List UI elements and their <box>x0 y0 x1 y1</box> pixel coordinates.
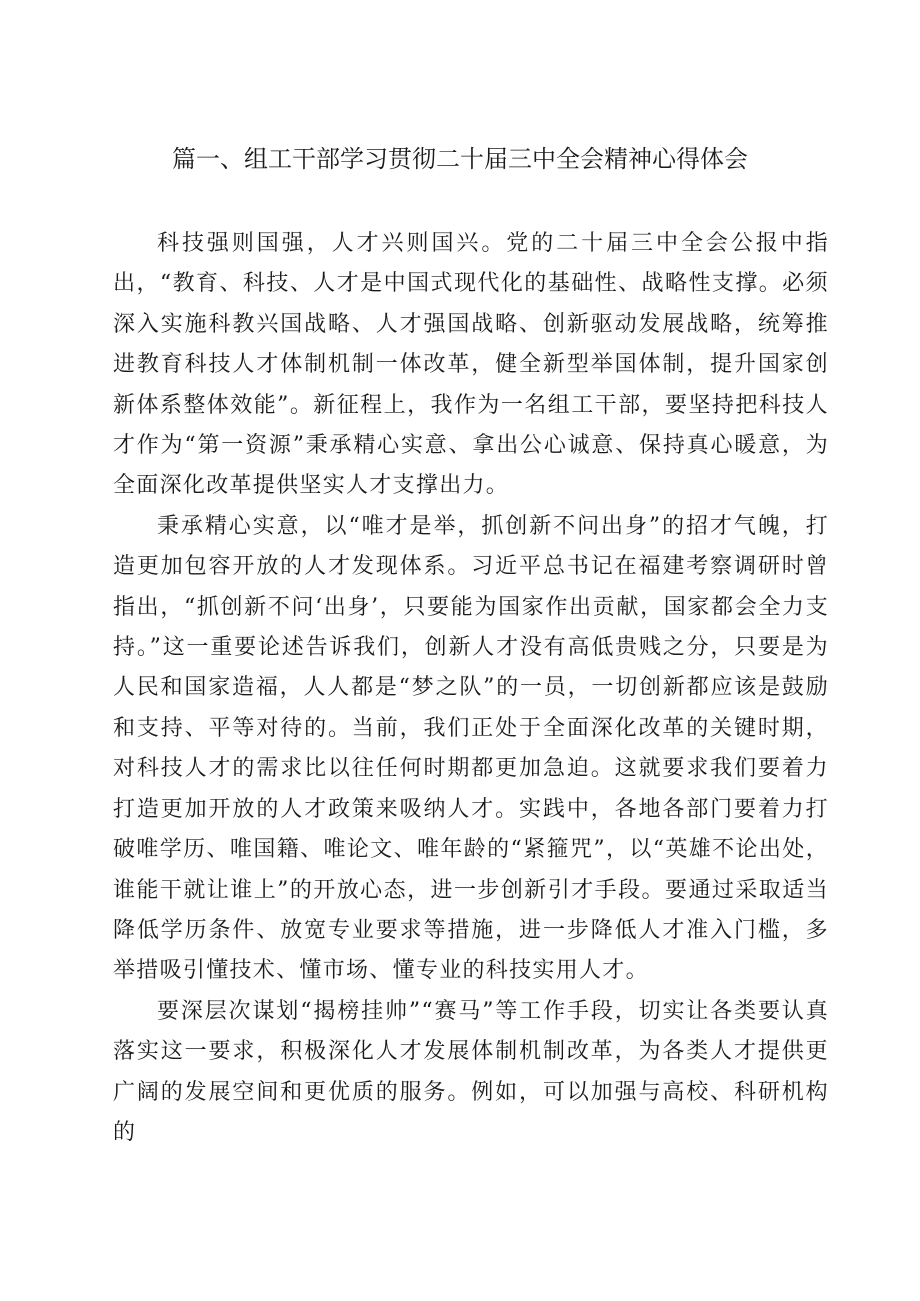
document-body <box>113 224 829 1153</box>
paragraph: 要深层次谋划“揭榜挂帅”“赛马”等工作手段，切实让各类要认真落实这一要求，积极深化人才发展体制机制改革，为各类人才提供更广阔的发展空间和更优质的服务。例如，可以加强与高校、科研机构的 <box>113 998 829 1145</box>
paragraph: 秉承精心实意，以“唯才是举，抓创新不问出身”的招才气魄，打造更加包容开放的人才发现体系。习近平总书记在福建考察调研时曾指出，“抓创新不问‘出身’，只要能为国家作出贡献，国家都会全力支持。”这一重要论述告诉我们，创新人才没有高低贵贱之分，只要是为人民和国家造福，人人都是“梦之队”的一员，一切创新都应该是鼓励和支持、平等对待的。当前，我们正处于全面深化改革的关键时期，对科技人才的需求比以往任何时期都更加急迫。这就要求我们要着力打造更加开放的人才政策来吸纳人才。实践中，各地各部门要着力打破唯学历、唯国籍、唯论文、唯年龄的“紧箍咒”，以“英雄不论出处，谁能干就让谁上”的开放心态，进一步创新引才手段。要通过采取适当降低学历条件、放宽专业要求等措施，进一步降低人才准入门槛，多举措吸引懂技术、懂市场、懂专业的科技实用人才。 <box>113 513 829 984</box>
paragraph: 科技强则国强，人才兴则国兴。党的二十届三中全会公报中指出，“教育、科技、人才是中国式现代化的基础性、战略性支撑。必须深入实施科教兴国战略、人才强国战略、创新驱动发展战略，统筹推进教育科技人才体制机制一体改革，健全新型举国体制，提升国家创新体系整体效能”。新征程上，我作为一名组工干部，要坚持把科技人才作为“第一资源”秉承精心实意、拿出公心诚意、保持真心暖意，为全面深化改革提供坚实人才支撑出力。 <box>113 231 829 499</box>
document-title: 篇一、组工干部学习贯彻二十届三中全会精神心得体会 <box>172 145 748 173</box>
